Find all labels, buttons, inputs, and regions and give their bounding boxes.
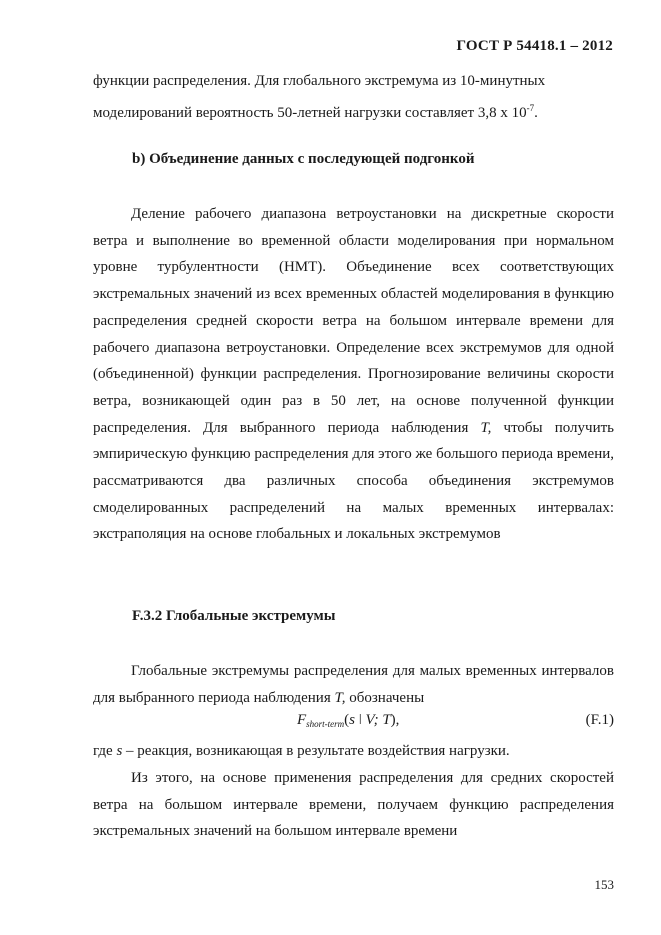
- paragraph-line: моделирований вероятность 50-летней нагрузки составляет 3,8 х 10: [93, 104, 527, 121]
- variable-s: s: [116, 743, 123, 759]
- paragraph-text: Из этого, на основе применения распределения для средних скоростей ветра на большом интервале времени, получаем функцию распределения экстремальных значений на большом интервале времени: [93, 770, 614, 840]
- paragraph-data-combining: [93, 201, 614, 548]
- section-heading-b: b) Объединение данных с последующей подгонкой: [132, 151, 475, 167]
- formula-number: (F.1): [585, 712, 614, 728]
- paragraph-line: функции распределения. Для глобального экстремума из 10-минутных: [93, 73, 546, 89]
- formula-V: V;: [365, 712, 379, 728]
- section-heading-f32: F.3.2 Глобальные экстремумы: [132, 608, 336, 624]
- punctuation: .: [534, 104, 538, 121]
- paragraph-text: где: [93, 743, 117, 759]
- variable-T: T,: [480, 419, 492, 436]
- formula-s: s: [349, 712, 356, 728]
- paragraph-text: Глобальные экстремумы распределения для малых временных интервалов для выбранного периода наблюдения: [93, 663, 614, 706]
- formula-bar: ǀ: [355, 712, 366, 728]
- variable-T: T,: [334, 689, 346, 706]
- formula-paren: (: [344, 712, 350, 728]
- paragraph-text: Деление рабочего диапазона ветроустановки на дискретные скорости ветра и выполнение во временной области моделирования при нормальном уровне турбулентности (НМТ). Объединение всех соответствующих экстремальных значений из всех временных областей моделирования в функцию распределения средней скорости ветра на большом интервале времени для рабочего диапазона ветроустановки. Определение всех экстремумов для одной (объединенной) функции распределения. Прогнозирование величины скорости ветра, возникающей один раз в 50 лет, на основе полученной функции распределения. Для выбранного периода наблюдения: [93, 206, 614, 436]
- standard-header: ГОСТ Р 54418.1 – 2012: [456, 38, 613, 54]
- paragraph-where-s: [93, 738, 614, 765]
- paragraph-long-term: [93, 765, 614, 845]
- exponent: -7: [526, 102, 535, 113]
- formula-paren: ),: [390, 712, 400, 728]
- page-number: 153: [594, 877, 614, 892]
- paragraph-text: – реакция, возникающая в результате воздействия нагрузки.: [122, 743, 510, 759]
- formula-F: F: [297, 712, 307, 728]
- paragraph-global-extremes: [93, 658, 614, 711]
- formula-T: T: [378, 712, 391, 728]
- paragraph-text: чтобы получить эмпирическую функцию распределения для этого же большого периода времени, рассматриваются два различных способа объединения экстремумов смоделированных распределений на малых временных интервалах: экстраполяция на основе глобальных и локальных экстремумов: [93, 419, 614, 543]
- formula-subscript: short-term: [306, 719, 345, 729]
- paragraph-continuation: [93, 68, 614, 126]
- formula-f1: [297, 712, 399, 729]
- paragraph-text: обозначены: [345, 689, 425, 706]
